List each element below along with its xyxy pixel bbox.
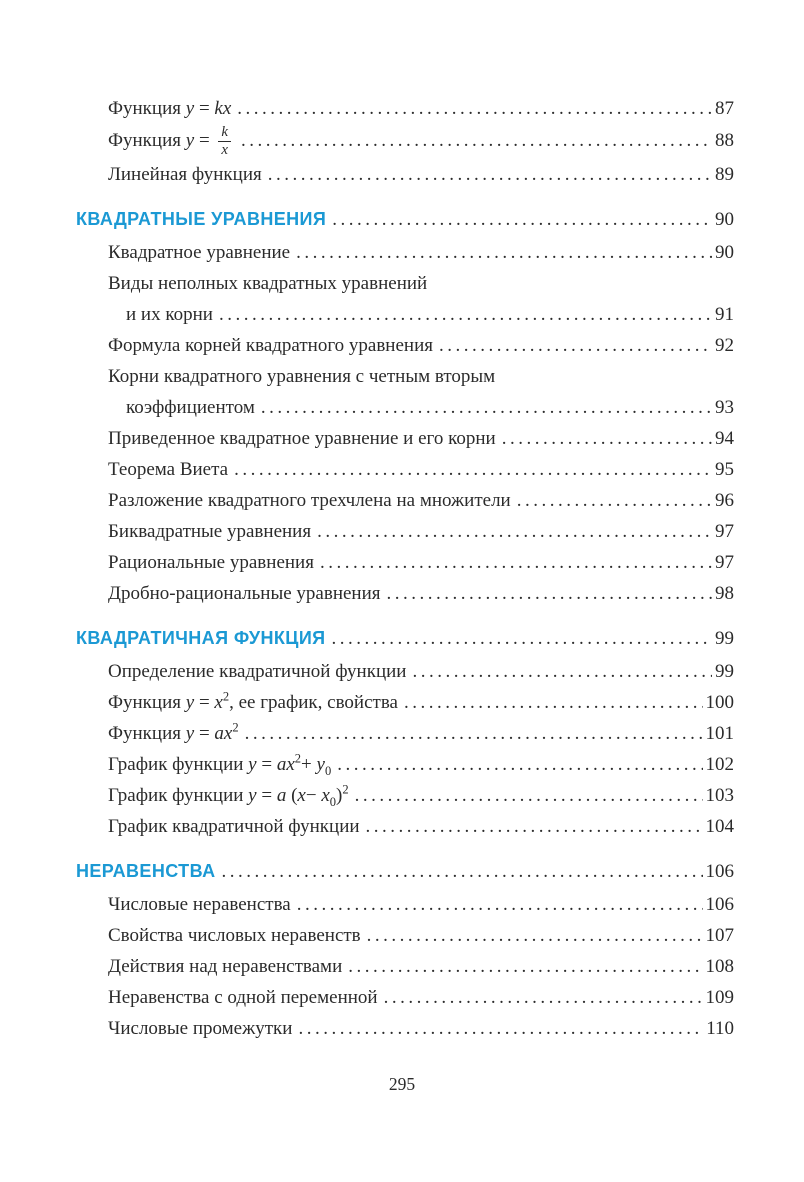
dotted-leader xyxy=(367,920,703,951)
toc-entry-line xyxy=(76,749,734,780)
text-run: a xyxy=(276,785,287,807)
toc-entry-line xyxy=(76,920,734,951)
dotted-leader xyxy=(332,204,712,235)
page-number: 295 xyxy=(388,1074,416,1094)
toc-entry-line xyxy=(76,237,734,268)
text-run: Квадратное уравнение xyxy=(108,242,291,264)
fraction xyxy=(218,124,231,159)
toc-entry-title xyxy=(108,485,511,516)
text-run: Определение квадратичной функции xyxy=(108,661,407,683)
dotted-leader xyxy=(297,889,703,920)
section-page-number: 90 xyxy=(715,209,734,231)
toc-entry-page-number: 87 xyxy=(715,98,734,119)
toc-entry-title xyxy=(108,951,342,982)
text-run: = xyxy=(194,129,215,151)
text-run: График квадратичной функции xyxy=(108,816,360,838)
dotted-leader xyxy=(439,330,712,361)
toc-entry-line xyxy=(76,299,734,330)
toc-entry-title xyxy=(108,920,361,951)
text-run: 2 xyxy=(342,782,349,797)
text-run: Неравенства с одной переменной xyxy=(108,987,378,1009)
dotted-leader xyxy=(221,856,702,887)
toc-entry-line xyxy=(76,268,734,299)
toc-entry-line xyxy=(76,718,734,749)
text-run: , ее график, свойства xyxy=(229,692,398,714)
toc-entry-line xyxy=(76,423,734,454)
toc-entry-title xyxy=(108,889,291,920)
toc-entry-title xyxy=(108,93,231,124)
text-run: x xyxy=(297,785,306,807)
toc-entry-line xyxy=(76,1013,734,1044)
text-run: Теорема Виета xyxy=(108,459,229,481)
toc-entry-line xyxy=(76,811,734,842)
text-run: + xyxy=(301,754,317,776)
text-run: ) xyxy=(336,785,343,807)
toc-entry-title xyxy=(108,1013,292,1044)
toc-entry-page-number: 97 xyxy=(715,521,734,543)
toc-entry-page-number: 92 xyxy=(715,335,734,357)
table-of-contents xyxy=(76,93,734,1044)
toc-entry-title xyxy=(108,749,331,780)
text-run: Линейная функция xyxy=(108,164,262,186)
toc-entry-line xyxy=(76,687,734,718)
toc-entry-title xyxy=(108,718,239,749)
toc-entry-page-number: 99 xyxy=(715,661,734,683)
text-run: y xyxy=(185,692,195,714)
text-run: x xyxy=(321,785,330,807)
fraction-denominator: x xyxy=(221,142,228,159)
toc-entry-line xyxy=(76,454,734,485)
text-run: Биквадратные уравнения xyxy=(108,521,312,543)
text-run: 2 xyxy=(294,751,302,766)
dotted-leader xyxy=(366,811,703,842)
section-header-title: КВАДРАТНЫЕ УРАВНЕНИЯ xyxy=(76,209,327,230)
toc-entry-page-number: 100 xyxy=(705,692,734,714)
text-run: 2 xyxy=(222,689,230,704)
dotted-leader xyxy=(348,951,702,982)
text-run: x xyxy=(214,692,223,714)
dotted-leader xyxy=(517,485,712,516)
toc-entry-title xyxy=(108,811,360,842)
toc-entry-title xyxy=(108,423,496,454)
toc-entry-page-number: 106 xyxy=(705,894,734,916)
dotted-leader xyxy=(502,423,712,454)
dotted-leader xyxy=(296,237,712,268)
text-run: kx xyxy=(214,98,232,119)
text-run: Числовые неравенства xyxy=(108,894,291,916)
toc-entry-line xyxy=(76,889,734,920)
toc-entry-line xyxy=(76,656,734,687)
toc-entry-title xyxy=(108,237,290,268)
text-run: ax xyxy=(276,754,295,776)
dotted-leader xyxy=(320,547,712,578)
dotted-leader xyxy=(355,780,703,811)
toc-entry-title xyxy=(108,780,349,811)
text-run: 2 xyxy=(232,720,239,735)
toc-entry-title xyxy=(108,454,228,485)
text-run: y xyxy=(185,129,195,151)
toc-entry-line xyxy=(76,361,734,392)
toc-entry-title xyxy=(108,656,406,687)
dotted-leader xyxy=(241,125,712,156)
text-run: Корни квадратного уравнения с четным вторым xyxy=(108,366,496,388)
dotted-leader xyxy=(237,93,712,124)
section-page-number: 99 xyxy=(715,628,734,650)
toc-entry-page-number: 93 xyxy=(715,397,734,419)
toc-entry-page-number: 89 xyxy=(715,164,734,186)
text-run: коэффициентом xyxy=(126,397,255,419)
dotted-leader xyxy=(268,159,712,190)
toc-entry-page-number: 94 xyxy=(715,428,734,450)
text-run: График функции xyxy=(108,785,249,807)
text-run: 0 xyxy=(324,763,332,778)
section-header-row xyxy=(76,623,734,654)
toc-entry-page-number: 107 xyxy=(705,925,734,947)
toc-entry-line xyxy=(76,547,734,578)
toc-entry-title xyxy=(108,578,381,609)
toc-entry-line xyxy=(76,392,734,423)
text-run: y xyxy=(316,754,325,776)
toc-entry-title xyxy=(108,268,427,299)
text-run: Разложение квадратного трехчлена на множители xyxy=(108,490,511,512)
text-run: = xyxy=(256,785,277,807)
toc-entry-line xyxy=(76,516,734,547)
toc-entry-page-number: 91 xyxy=(715,304,734,326)
section-header-row xyxy=(76,856,734,887)
toc-entry-line xyxy=(76,578,734,609)
text-run: = xyxy=(194,723,215,745)
toc-entry-title xyxy=(108,687,398,718)
toc-entry-page-number: 88 xyxy=(715,129,734,151)
text-run: y xyxy=(248,785,257,807)
text-run: = xyxy=(194,98,215,119)
toc-entry-title xyxy=(108,330,433,361)
toc-entry-page-number: 108 xyxy=(705,956,734,978)
fraction-numerator: k xyxy=(218,124,231,142)
dotted-leader xyxy=(387,578,712,609)
toc-entry-title xyxy=(108,982,378,1013)
text-run: Функция xyxy=(108,723,186,745)
dotted-leader xyxy=(261,392,712,423)
toc-entry-page-number: 96 xyxy=(715,490,734,512)
dotted-leader xyxy=(384,982,703,1013)
toc-entry-page-number: 97 xyxy=(715,552,734,574)
toc-entry-line xyxy=(76,951,734,982)
dotted-leader xyxy=(234,454,712,485)
text-run: Формула корней квадратного уравнения xyxy=(108,335,433,357)
toc-entry-title xyxy=(108,361,495,392)
text-run: y xyxy=(185,723,195,745)
text-run: График функции xyxy=(108,754,249,776)
text-run: Функция xyxy=(108,98,186,119)
dotted-leader xyxy=(337,749,702,780)
dotted-leader xyxy=(219,299,712,330)
toc-entry-page-number: 110 xyxy=(706,1018,734,1040)
toc-entry-line xyxy=(76,485,734,516)
text-run: Дробно-рациональные уравнения xyxy=(108,583,381,605)
dotted-leader xyxy=(317,516,712,547)
text-run: Рациональные уравнения xyxy=(108,552,314,574)
text-run: Виды неполных квадратных уравнений xyxy=(108,273,428,295)
dotted-leader xyxy=(245,718,703,749)
toc-entry-line xyxy=(76,780,734,811)
section-header-title: КВАДРАТИЧНАЯ ФУНКЦИЯ xyxy=(76,628,326,649)
toc-entry-title xyxy=(108,124,235,159)
section-header-row xyxy=(76,204,734,235)
text-run: Свойства числовых неравенств xyxy=(108,925,361,947)
dotted-leader xyxy=(298,1013,703,1044)
text-run: Приведенное квадратное уравнение и его корни xyxy=(108,428,496,450)
toc-entry-line xyxy=(76,330,734,361)
toc-entry-title xyxy=(108,547,314,578)
toc-entry-page-number: 95 xyxy=(715,459,734,481)
text-run: − xyxy=(305,785,322,807)
toc-entry-title xyxy=(108,159,262,190)
text-run: = xyxy=(194,692,215,714)
toc-entry-line xyxy=(76,159,734,190)
section-page-number: 106 xyxy=(705,861,734,883)
text-run: y xyxy=(248,754,257,776)
toc-entry-page-number: 102 xyxy=(705,754,734,776)
toc-entry-title xyxy=(108,516,311,547)
toc-entry-title xyxy=(126,392,255,423)
toc-entry-page-number: 101 xyxy=(705,723,734,745)
dotted-leader xyxy=(332,623,712,654)
text-run: Функция xyxy=(108,129,186,151)
toc-entry-page-number: 104 xyxy=(705,816,734,838)
section-header-title: НЕРАВЕНСТВА xyxy=(76,861,216,882)
toc-entry-line xyxy=(76,124,734,159)
text-run: = xyxy=(256,754,277,776)
text-run: y xyxy=(185,98,195,119)
dotted-leader xyxy=(404,687,703,718)
toc-entry-line xyxy=(76,93,734,124)
text-run: Действия над неравенствами xyxy=(108,956,343,978)
toc-entry-page-number: 90 xyxy=(715,242,734,264)
text-run: 0 xyxy=(329,794,337,809)
dotted-leader xyxy=(412,656,712,687)
text-run: и их корни xyxy=(126,304,213,326)
toc-entry-page-number: 98 xyxy=(715,583,734,605)
text-run: Числовые промежутки xyxy=(108,1018,293,1040)
toc-entry-title xyxy=(126,299,213,330)
text-run: Функция xyxy=(108,692,186,714)
text-run: ( xyxy=(286,785,298,807)
toc-entry-page-number: 103 xyxy=(705,785,734,807)
text-run: ax xyxy=(214,723,233,745)
toc-entry-line xyxy=(76,982,734,1013)
toc-entry-page-number: 109 xyxy=(705,987,734,1009)
